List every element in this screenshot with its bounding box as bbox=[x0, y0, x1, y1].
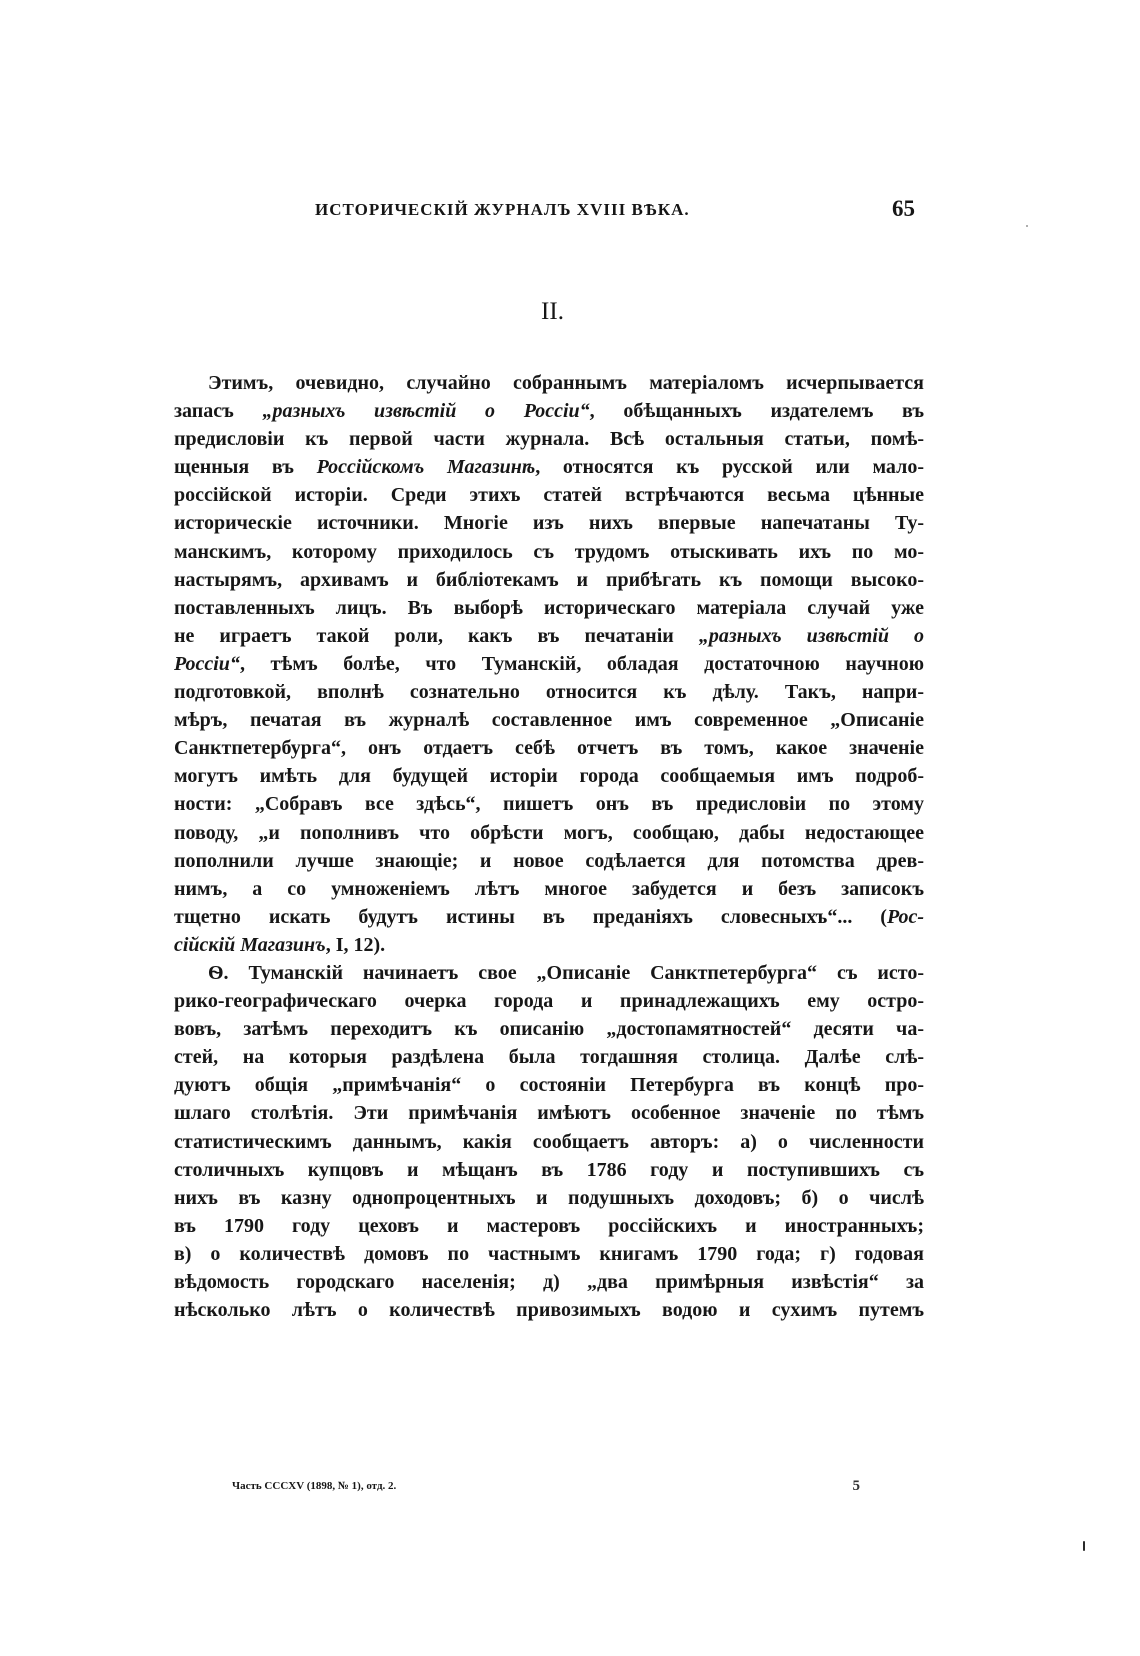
text-line: статистическимъ даннымъ, какія сообщаетъ авторъ: а) о численности bbox=[174, 1130, 924, 1153]
text-line: нѣсколько лѣтъ о количествѣ привозимыхъ водою и сухимъ путемъ bbox=[174, 1299, 924, 1322]
text-line: Ѳ. Туманскій начинаетъ свое „Описаніе Санктпетербурга“ съ исто- bbox=[208, 961, 924, 984]
text-line: ности: „Собравъ все здѣсь“, пишетъ онъ въ предисловіи по этому bbox=[174, 793, 924, 816]
text-line: шлаго столѣтія. Эти примѣчанія имѣютъ особенное значеніе по тѣмъ bbox=[174, 1102, 924, 1125]
text-line: не играетъ такой роли, какъ въ печатаніи „разныхъ извѣстій о bbox=[174, 624, 924, 647]
text-line: дуютъ общія „примѣчанія“ о состояніи Петербурга въ концѣ про- bbox=[174, 1074, 924, 1097]
text-line: поставленныхъ лицъ. Въ выборѣ историческаго матеріала случай уже bbox=[174, 596, 924, 619]
running-head bbox=[315, 196, 915, 226]
text-line: рико-географическаго очерка города и принадлежащихъ ему остро- bbox=[174, 990, 924, 1013]
text-line: нимъ, а со умноженіемъ лѣтъ многое забудется и безъ записокъ bbox=[174, 877, 924, 900]
text-line: въ 1790 году цеховъ и мастеровъ россійскихъ и иностранныхъ; bbox=[174, 1214, 924, 1237]
text-line: предисловіи къ первой части журнала. Всѣ остальныя статьи, помѣ- bbox=[174, 428, 924, 451]
text-line: Санктпетербурга“, онъ отдаетъ себѣ отчетъ въ томъ, какое значеніе bbox=[174, 737, 924, 760]
text-line: историческіе источники. Многіе изъ нихъ впервые напечатаны Ту- bbox=[174, 512, 924, 535]
sheet-mark: 5 bbox=[852, 1478, 862, 1494]
signature-line: Часть CCCXV (1898, № 1), отд. 2. bbox=[232, 1480, 397, 1492]
text-line: подготовкой, вполнѣ сознательно относится къ дѣлу. Такъ, напри- bbox=[174, 681, 924, 704]
text-line: нихъ въ казну однопроцентныхъ и подушныхъ доходовъ; б) о числѣ bbox=[174, 1186, 924, 1209]
scan-speck bbox=[1026, 225, 1028, 227]
text-line: поводу, „и пополнивъ что обрѣсти могъ, сообщаю, дабы недостающее bbox=[174, 821, 924, 844]
text-line: мѣръ, печатая въ журналѣ составленное имъ современное „Описаніе bbox=[174, 709, 924, 732]
running-title: ИСТОРИЧЕСКІЙ ЖУРНАЛЪ XVIII ВѢКА. bbox=[315, 200, 690, 219]
text-line: сійскій Магазинъ, I, 12). bbox=[174, 933, 386, 956]
text-line: столичныхъ купцовъ и мѣщанъ въ 1786 году и поступившихъ съ bbox=[174, 1158, 924, 1181]
text-line: россійской исторіи. Среди этихъ статей встрѣчаются весьма цѣнные bbox=[174, 484, 924, 507]
text-line: щенныя въ Россійскомъ Магазинѣ, относятся къ русской или мало- bbox=[174, 456, 924, 479]
text-line: запасъ „разныхъ извѣстій о Россіи“, обѣщанныхъ издателемъ въ bbox=[174, 400, 924, 423]
text-line: манскимъ, которому приходилось съ трудомъ отыскивать ихъ по мо- bbox=[174, 540, 924, 563]
text-line: могутъ имѣть для будущей исторіи города сообщаемыя имъ подроб- bbox=[174, 765, 924, 788]
text-line: Этимъ, очевидно, случайно собраннымъ матеріаломъ исчерпывается bbox=[208, 372, 924, 394]
text-line: в) о количествѣ домовъ по частнымъ книгамъ 1790 года; г) годовая bbox=[174, 1242, 924, 1265]
page-number: 65 bbox=[892, 196, 915, 221]
text-line: настырямъ, архивамъ и библіотекамъ и прибѣгать къ помощи высоко- bbox=[174, 568, 924, 591]
body-text bbox=[174, 369, 924, 1324]
section-number: II. bbox=[541, 298, 564, 325]
text-line: тщетно искать будутъ истины въ преданіяхъ словесныхъ“... (Рос- bbox=[174, 905, 924, 928]
page-footer bbox=[232, 1478, 862, 1500]
text-line: Россіи“, тѣмъ болѣе, что Туманскій, обладая достаточною научною bbox=[174, 652, 924, 675]
text-line: вовъ, затѣмъ переходитъ къ описанію „достопамятностей“ десяти ча- bbox=[174, 1018, 924, 1041]
text-line: пополнили лучше знающіе; и новое содѣлается для потомства древ- bbox=[174, 849, 924, 872]
text-line: вѣдомость городскаго населенія; д) „два примѣрныя извѣстія“ за bbox=[174, 1271, 924, 1293]
text-line: стей, на которыя раздѣлена была тогдашняя столица. Далѣе слѣ- bbox=[174, 1046, 924, 1069]
scan-speck bbox=[1083, 1541, 1085, 1551]
